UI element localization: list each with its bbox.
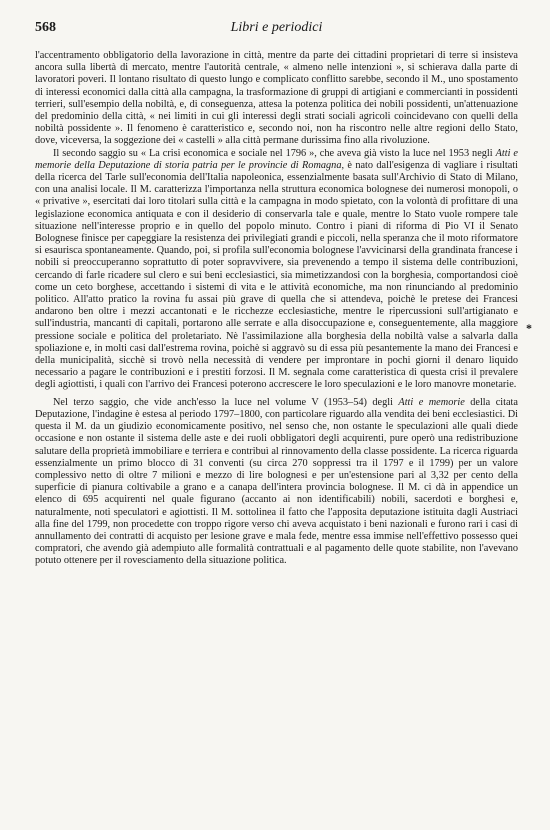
running-title: Libri e periodici — [230, 20, 323, 35]
article-body — [35, 50, 518, 568]
paragraph-3-text-a: Nel terzo saggio, che vide anch'esso la luce nel volume V (1953–54) degli — [53, 396, 399, 408]
page-header — [35, 20, 518, 42]
paragraph-2 — [35, 148, 518, 392]
paragraph-2-journal-title: Atti e memorie della Deputazione di storia patria per le provincie di Romagna — [35, 147, 518, 171]
paragraph-3 — [35, 397, 518, 568]
paragraph-2-text-a: Il secondo saggio su « La crisi economica e sociale nel 1796 », che aveva già visto la luce nel 1953 negli — [53, 147, 496, 159]
page-number: 568 — [35, 20, 56, 35]
paragraph-3-journal-title: Atti e memorie — [398, 396, 465, 408]
paragraph-3-text-b: della citata Deputazione, l'indagine è estesa al periodo 1797–1800, con particolare riguardo alla vendita dei beni ecclesiastici. Di questa il M. da un giudizio economicamente positivo, nel senso che, non ostante le speculazioni alle quali diede occasione e non ostante il sistema delle aste e dei ruoli obbligatori degli acquirenti, pure operò una redistribuzione salutare della proprietà immobiliare e terriera e contribuì al rinnovamento della classe possidente. La ricerca riguarda essenzialmente un primo blocco di 31 conventi (su circa 270 soppressi tra il 1797 e il 1799) per un valore complessivo netto di oltre 7 milioni e mezzo di lire bolognesi e per un'estensione pari al 3,32 per cento della superficie di pianura coltivabile a grano e a canapa dell'intera provincia bolognese. Il M. ci dà in appendice un elenco di 695 acquirenti nel quale figurano (accanto ai non identificabili) nobili, sacerdoti e borghesi e, naturalmente, noti speculatori e agiottisti. Il M. sottolinea il fatto che l'apposita deputazione istituita dagli Austriaci alla fine del 1799, non procedette con troppo rigore verso chi aveva acquistato i beni nazionali e furono rari i casi di annullamento dei contratti di acquisto per lesione grave e mala fede, mentre essa immise nell'effettivo possesso quei compratori, che avendo già adempiuto alle formalità contrattuali e al pagamento delle quote stabilite, non l'avevano potuto ottenere per il rovesciamento della situazione politica. — [35, 396, 518, 567]
margin-mark: * — [526, 321, 532, 335]
paragraph-1 — [35, 50, 518, 148]
paragraph-1-text: l'accentramento obbligatorio della lavorazione in città, mentre da parte dei cittadini proprietari di terre si insisteva ancora sulla libertà di mercato, mentre l'autorità centrale, « almeno nelle intenzioni », si schierava dalla parte di lavoratori poveri. Il lontano risultato di questo lungo e complicato conflitto sarebbe, secondo il M., uno spostamento di interessi economici dalla città alla campagna, la trasformazione di gruppi di artigiani e commercianti in possidenti terrieri, sull'esempio della nobiltà, e, di conseguenza, attesa la potenza politica dei nobili possidenti, un'attenuazione del predominio della città, « nei limiti in cui gli interessi degli strati sociali agricoli coincidevano con quelli della nobiltà possidente ». Il fenomeno è caratteristico e, secondo noi, non ha riscontro nelle altre regioni dello Stato, dove, viceversa, la soggezione dei « castelli » alla città permane durissima fino alla rivoluzione. — [35, 50, 518, 147]
paragraph-2-text-b: , è nato dall'esigenza di vagliare i risultati della ricerca del Tarle sull'economia dell'Italia napoleonica, essenzialmente basata sull'Archivio di Stato di Milano, con una analisi locale. Il M. caratterizza l'importanza nella struttura economica bolognese dei numerosi monopoli, o « privative », esercitati dai loro titolari sulla città e la campagna in modo spietato, con la volontà di profittare di una legislazione economica antiquata e con il desiderio di conservarla tale e quale, mentre lo Stato vuole rompere tale situazione nell'interesse proprio e in quello del popolo minuto. Contro i piani di riforma di Pio VI il Senato Bolognese finisce per capeggiare la resistenza dei privilegiati grandi e piccoli, nella speranza che il moto riformatore si esaurisca spontaneamente. Quando, poi, si profila sull'economia bolognese l'avvicinarsi della grandinata francese i nobili si preoccuperanno soprattutto di poter sopravvivere, sia prevenendo a tempo il sistema delle contribuzioni, cercando di farle ricadere sul clero e sui beni ecclesiastici, sia mimetizzandosi con la borghesia, comportandosi cioè come un ceto borghese, accettando i sistemi di vita e le attività economiche, ma non rinunciando al predominio politico. All'atto pratico la rovina fu assai più grave di quella che si attendeva, poichè le pretese dei Francesi andarono ben oltre i mezzi accantonati e le ricchezze ecclesiastiche, mentre le ripercussioni sull'artigianato e sull'industria, mancanti di capitali, portarono alle serrate e alla disoccupazione e, conseguentemente, alla maggiore pressione sociale e politica del proletariato. Nè l'assimilazione alla borghesia della nobiltà valse a salvarla dalla spoliazione e, in molti casi dall'estrema rovina, poichè si aggravò su di essa più pesantemente la mano dei Francesi e della municipalità, sicchè si trovò nella necessità di vendere per improntare in pochi giorni il denaro liquido necessario a pagare le contribuzioni e i prestiti forzosi. Il M. segnala come caratteristica di questa crisi il prevalere degli agiottisti, i quali con l'arrivo dei Francesi poterono accrescere le loro speculazioni e le loro manovre monetarie. — [35, 159, 519, 391]
